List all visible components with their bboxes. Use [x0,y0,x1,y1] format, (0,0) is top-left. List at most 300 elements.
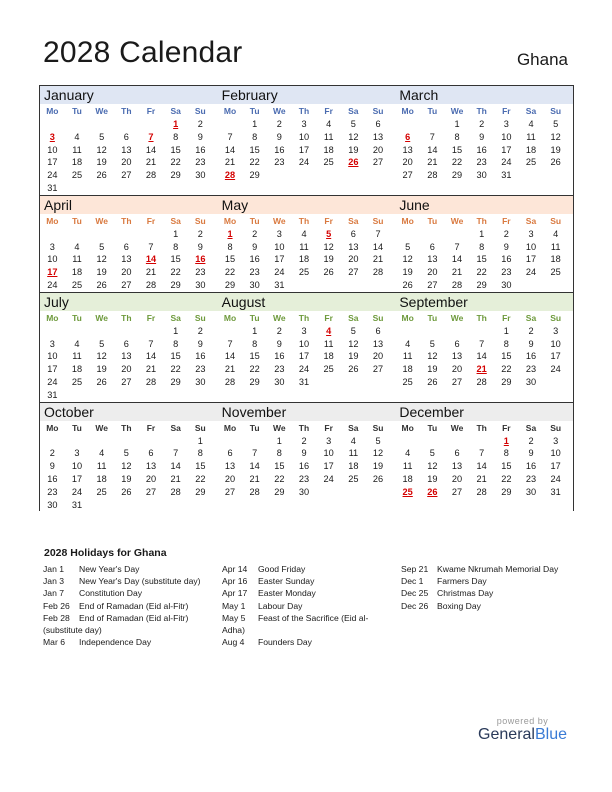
holiday-date: May 1 [222,600,246,611]
calendar-day: 24 [274,267,285,278]
calendar-day: 18 [298,254,310,265]
calendar-day: 29 [501,486,512,497]
calendar-day: 13 [372,338,384,349]
calendar-day: 3 [74,448,80,459]
brand-blue: Blue [534,726,567,743]
calendar-day: 12 [121,461,132,472]
calendar-day: 11 [526,131,536,142]
calendar-day: 14 [249,461,260,472]
brand-name [478,726,567,744]
calendar-day: 11 [72,254,82,265]
weekday-label: Th [298,215,310,226]
holiday-date: Dec 26 [401,600,429,611]
calendar-day: 13 [402,144,413,155]
weekday-label: Fr [146,312,156,323]
calendar-day: 29 [170,376,181,387]
weekday-label: Su [550,312,562,323]
calendar-day: 2 [252,228,258,239]
calendar-day: 16 [476,144,487,155]
holiday-date: Jan 7 [43,588,65,599]
calendar-day: 14 [476,461,487,472]
calendar-day: 23 [195,364,206,375]
calendar-day: 3 [553,435,559,446]
calendar-day: 16 [274,144,285,155]
calendar-day: 12 [402,254,413,265]
calendar-day: 3 [301,119,307,129]
calendar-day: 6 [227,448,233,459]
empty-day [40,435,65,448]
calendar-day: 28 [476,376,487,387]
calendar-day: 15 [274,461,285,472]
calendar-day: 13 [451,461,463,472]
holiday-day: 7 [148,131,154,142]
calendar-day: 12 [96,351,107,362]
calendar-day: 21 [451,267,463,278]
calendar-day: 12 [96,254,107,265]
calendar-day: 24 [501,157,512,168]
weekday-label: Fr [324,312,333,323]
weekday-label: Mo [46,215,59,226]
holiday-row [43,612,219,624]
holiday-column [43,563,219,648]
calendar-day: 11 [72,144,82,155]
empty-day [89,228,114,241]
weekday-label: Su [372,422,384,433]
calendar-day: 8 [479,241,485,252]
calendar-day: 19 [96,267,107,278]
empty-day [89,118,114,131]
calendar-day: 14 [427,144,438,155]
calendar-day: 13 [451,351,463,362]
weekday-label: Th [121,422,132,433]
calendar-day: 9 [528,448,534,459]
day-grid [395,104,573,182]
calendar-day: 25 [525,157,537,168]
weekday-label: We [450,215,464,226]
empty-day [114,118,139,131]
calendar-day: 7 [148,241,154,252]
calendar-day: 18 [402,473,413,484]
calendar-day: 22 [501,473,512,484]
calendar-day: 21 [145,157,157,168]
holiday-day: 6 [405,131,411,142]
calendar-day: 19 [96,157,107,168]
calendar-day: 10 [71,461,83,472]
calendar-day: 29 [501,376,512,387]
calendar-day: 2 [301,435,307,446]
calendar-day: 6 [375,325,381,336]
calendar-day: 30 [274,376,285,387]
weekday-label: Sa [170,422,181,433]
calendar-day: 17 [274,254,285,265]
calendar-day: 18 [550,254,561,265]
calendar-day: 4 [326,119,332,129]
month-name: December [395,403,573,421]
calendar-day: 5 [99,131,105,142]
weekday-label: Sa [348,215,359,226]
calendar-day: 6 [350,228,356,239]
calendar-day: 13 [121,254,132,265]
page-title: 2028 Calendar [43,36,243,69]
calendar-day: 15 [224,254,236,265]
calendar-day: 20 [224,473,236,484]
day-grid [40,104,218,195]
empty-day [163,435,188,448]
calendar-day: 17 [71,473,83,484]
month-may [218,196,396,292]
calendar-day: 26 [323,267,334,278]
empty-day [445,325,470,338]
calendar-day: 16 [47,473,58,484]
calendar-day: 12 [323,241,334,252]
calendar-day: 2 [276,119,282,129]
calendar-day: 22 [476,267,487,278]
calendar-day: 5 [553,119,559,129]
calendar-day: 13 [121,144,132,155]
brand-logo [478,716,567,744]
calendar-day: 6 [123,241,129,252]
month-january [40,86,218,195]
calendar-day: 8 [227,241,233,252]
calendar-day: 27 [372,157,384,168]
calendar-day: 24 [525,267,537,278]
weekday-label: Sa [525,422,537,433]
calendar-day: 31 [298,376,310,387]
calendar-day: 11 [323,131,334,142]
weekday-label: We [273,312,286,323]
empty-day [242,435,267,448]
weekday-label: We [273,106,286,116]
weekday-label: We [95,215,108,226]
calendar-day: 13 [121,351,132,362]
calendar-day: 2 [528,325,534,336]
calendar-day: 22 [451,157,463,168]
weekday-label: Th [476,312,487,323]
weekday-label: Fr [146,422,156,433]
weekday-label: Fr [502,106,511,116]
weekday-label: Su [194,312,206,323]
weekday-label: Th [298,106,310,116]
calendar-day: 1 [252,119,258,129]
weekday-label: Sa [170,106,181,116]
weekday-label: Sa [170,312,181,323]
month-name: May [218,196,396,214]
calendar-day: 28 [145,376,157,387]
day-grid [40,421,218,512]
calendar-day: 22 [170,157,181,168]
calendar-day: 15 [249,144,260,155]
calendar-day: 10 [47,144,58,155]
empty-day [469,325,494,338]
weekday-label: Fr [146,106,156,116]
calendar-day: 27 [224,486,236,497]
holiday-date: Aug 4 [222,637,245,648]
weekday-label: Tu [249,312,260,323]
weekday-label: Mo [401,215,414,226]
calendar-day: 27 [121,279,132,290]
calendar-day: 21 [145,267,157,278]
empty-day [65,435,90,448]
calendar-day: 23 [47,486,58,497]
calendar-day: 8 [503,338,509,349]
holiday-name: Adha) [222,625,245,636]
weekday-label: Tu [249,215,260,226]
calendar-day: 29 [249,170,260,181]
weekday-label: Fr [324,422,333,433]
calendar-day: 3 [553,325,559,336]
calendar-day: 17 [550,351,561,362]
quarter-row [39,85,574,195]
calendar-day: 4 [405,448,411,459]
calendar-day: 19 [348,144,359,155]
holiday-name: Christmas Day [437,588,494,599]
calendar-day: 11 [299,241,309,252]
calendar-day: 6 [148,448,154,459]
calendar-day: 24 [71,486,83,497]
calendar-day: 4 [405,338,411,349]
holiday-row [401,563,577,575]
weekday-label: Tu [72,106,82,116]
holiday-row [43,563,219,575]
holiday-date: Apr 16 [222,576,248,587]
calendar-day: 4 [350,435,356,446]
calendar-day: 5 [405,241,411,252]
empty-day [114,435,139,448]
calendar-day: 22 [274,473,285,484]
weekday-label: Su [194,422,206,433]
calendar-day: 24 [323,473,334,484]
holiday-row [43,600,219,612]
calendar-day: 7 [227,131,233,142]
calendar-day: 6 [454,338,460,349]
calendar-day: 22 [249,364,260,375]
calendar-day: 26 [372,473,384,484]
month-name: October [40,403,218,421]
holiday-row [401,600,577,612]
calendar-day: 16 [249,254,260,265]
calendar-day: 27 [402,170,413,181]
holiday-day: 28 [224,170,236,181]
calendar-day: 14 [145,144,157,155]
calendar-day: 13 [224,461,236,472]
calendar-day: 6 [123,131,129,142]
calendar-day: 8 [252,338,258,349]
calendar-day: 21 [372,254,384,265]
calendar-day: 19 [372,461,384,472]
calendar-day: 2 [49,448,55,459]
calendar-day: 28 [451,279,463,290]
calendar-day: 21 [427,157,438,168]
calendar-day: 25 [71,376,83,387]
holiday-day: 26 [348,157,359,168]
weekday-label: Tu [427,422,438,433]
calendar-day: 29 [451,170,463,181]
calendar-day: 14 [476,351,487,362]
holiday-name: Independence Day [79,637,152,648]
holiday-name: End of Ramadan (Eid al-Fitr) [79,600,189,611]
month-name: January [40,86,218,104]
weekday-label: Fr [502,422,511,433]
weekday-label: We [273,215,286,226]
empty-day [420,118,445,131]
calendar-day: 3 [49,338,55,349]
calendar-day: 24 [47,376,58,387]
calendar-day: 6 [454,448,460,459]
calendar-day: 21 [224,157,236,168]
calendar-day: 15 [501,351,512,362]
empty-day [65,118,90,131]
day-grid [40,214,218,292]
month-name: April [40,196,218,214]
calendar-day: 18 [402,364,413,375]
calendar-day: 6 [429,241,435,252]
weekday-label: We [95,312,108,323]
holiday-row [43,575,219,587]
calendar-day: 30 [195,279,206,290]
calendar-day: 17 [550,461,561,472]
empty-day [445,228,470,241]
calendar-day: 2 [276,325,282,336]
calendar-day: 10 [47,351,58,362]
calendar-day: 1 [173,228,179,239]
empty-day [139,118,164,131]
calendar-day: 24 [298,157,310,168]
day-grid [218,214,396,292]
weekday-label: Sa [525,215,537,226]
calendar-day: 5 [350,119,356,129]
calendar-day: 13 [427,254,438,265]
month-october [40,403,218,512]
calendar-day: 11 [96,461,107,472]
empty-day [395,118,420,131]
calendar-day: 31 [550,486,561,497]
calendar-day: 11 [348,448,359,459]
calendar-day: 31 [47,182,58,193]
calendar-day: 8 [197,448,203,459]
calendar-day: 12 [427,351,438,362]
calendar-day: 23 [195,157,206,168]
calendar-day: 30 [476,170,487,181]
holiday-column [222,563,398,648]
calendar-day: 17 [298,144,310,155]
month-name: March [395,86,573,104]
calendar-day: 31 [274,279,285,290]
weekday-label: Mo [223,312,237,323]
holiday-row [222,612,398,624]
calendar-day: 27 [121,376,132,387]
holiday-row [222,624,398,636]
calendar-day: 5 [375,435,381,446]
calendar-day: 1 [454,119,460,129]
calendar-day: 15 [451,144,463,155]
calendar-day: 3 [276,228,282,239]
calendar-day: 5 [99,338,105,349]
calendar-day: 29 [249,376,260,387]
calendar-day: 24 [47,279,58,290]
calendar-day: 4 [301,228,307,239]
calendar-day: 31 [501,170,512,181]
calendar-day: 4 [74,131,80,142]
calendar-day: 28 [224,376,236,387]
weekday-label: Fr [324,215,333,226]
calendar-day: 11 [72,351,82,362]
calendar-day: 10 [298,131,310,142]
weekday-label: Sa [170,215,181,226]
holiday-date: Feb 28 [43,612,70,623]
empty-day [40,228,65,241]
day-grid [395,311,573,389]
calendar-day: 23 [274,157,285,168]
calendar-day: 7 [227,338,233,349]
weekday-label: Fr [324,106,333,116]
calendar-day: 5 [429,338,435,349]
calendar-day: 2 [197,228,203,239]
calendar-day: 15 [249,351,260,362]
holiday-name: (substitute day) [43,625,102,636]
calendar-day: 28 [476,486,487,497]
calendar-day: 25 [96,486,107,497]
calendar-day: 8 [503,448,509,459]
weekday-label: Su [194,215,206,226]
holiday-day: 17 [47,267,58,278]
holiday-day: 1 [227,228,233,239]
holiday-row [43,587,219,599]
calendar-day: 30 [525,486,537,497]
calendar-day: 3 [503,119,509,129]
calendar-day: 29 [476,279,487,290]
weekday-label: We [450,312,464,323]
weekday-label: Mo [223,106,237,116]
calendar-day: 14 [451,254,463,265]
calendar-day: 10 [525,241,537,252]
weekday-label: Tu [427,312,438,323]
weekday-label: Su [550,215,562,226]
empty-day [420,325,445,338]
calendar-day: 1 [173,325,179,336]
calendar-day: 24 [550,473,561,484]
calendar-day: 14 [170,461,181,472]
holiday-name: Labour Day [258,600,303,611]
empty-day [395,325,420,338]
holidays-title: 2028 Holidays for Ghana [44,547,167,559]
holiday-name: Boxing Day [437,600,481,611]
calendar-day: 10 [550,338,561,349]
calendar-day: 18 [71,267,83,278]
calendar-day: 5 [99,241,105,252]
calendar-day: 19 [323,254,334,265]
holiday-date: Jan 1 [43,564,65,574]
calendar-day: 7 [454,241,460,252]
holiday-day: 4 [326,325,332,336]
weekday-label: Mo [401,422,414,433]
calendar-day: 26 [96,170,107,181]
calendar-day: 25 [550,267,561,278]
calendar-day: 27 [121,170,132,181]
weekday-label: Su [194,106,206,116]
calendar-day: 21 [145,364,157,375]
day-grid [218,104,396,182]
holiday-row [401,587,577,599]
weekday-label: Th [298,312,310,323]
calendar-day: 23 [298,473,310,484]
calendar-day: 8 [252,131,258,142]
calendar-day: 20 [402,157,413,168]
calendar-day: 23 [525,473,537,484]
calendar-day: 26 [550,157,561,168]
calendar-day: 16 [274,351,285,362]
weekday-label: Sa [348,312,359,323]
calendar-day: 14 [372,241,384,252]
